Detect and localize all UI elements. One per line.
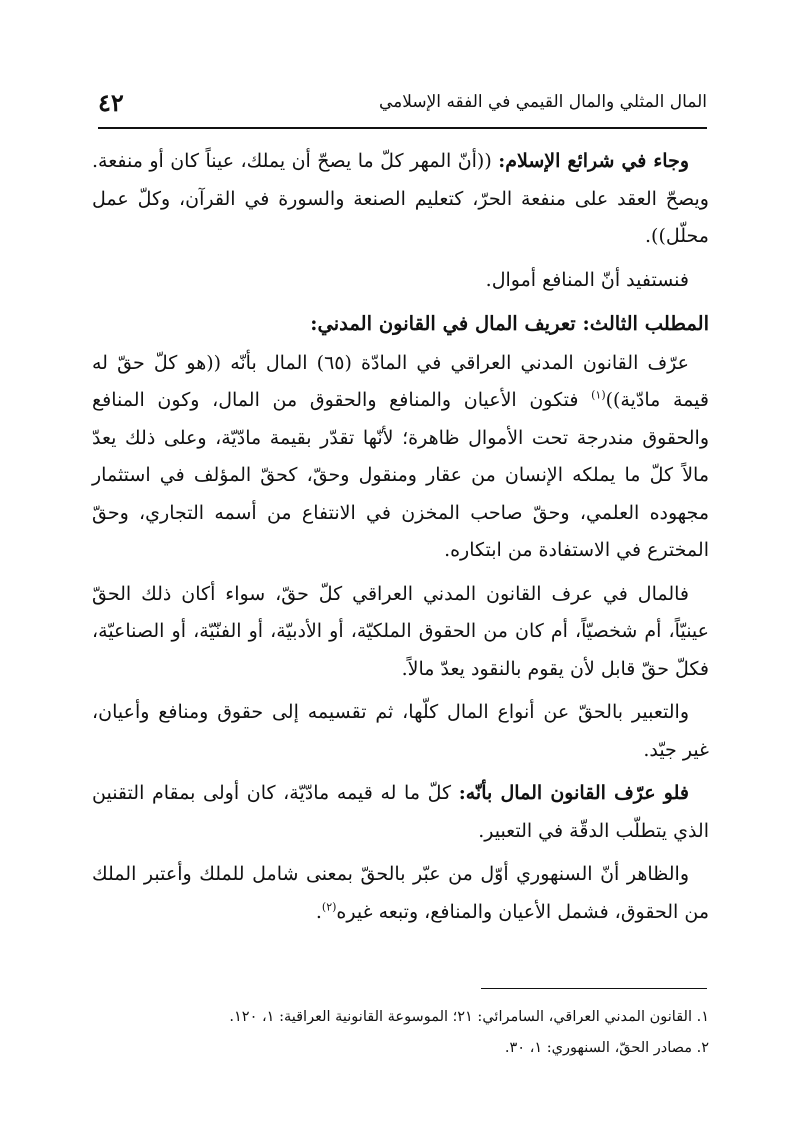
paragraph-7 [92,856,709,931]
section-heading: المطلب الثالث: تعريف المال في القانون المدني: [310,312,709,335]
paragraph-1 [92,143,709,256]
paragraph-3 [92,345,709,570]
paragraph-3-text-a: عرّف القانون المدني العراقي في المادّة (٦٥) المال بأنّه ((هو كلّ حقّ له قيمة مادّية)) [92,351,709,411]
paragraph-6 [92,775,709,850]
footnote-divider [481,988,707,989]
page-header [98,88,707,122]
page-number: ٤٢ [98,88,124,117]
footnote-2: ٢. مصادر الحقّ، السنهوري: ١، ٣٠. [504,1040,709,1056]
paragraph-2: فنستفيد أنّ المنافع أموال. [485,268,689,291]
paragraph-4: فالمال في عرف القانون المدني العراقي كلّ حقّ، سواء أكان ذلك الحقّ عينيّاً، أم شخصيّاً، أم كان من الحقوق الملكيّة، أو الأدبيّة، أو الفنّيّة، أو الصناعيّة، فكلّ حقّ قابل لأن يقوم بالنقود يعدّ مالاً. [92,582,709,680]
body-text [92,143,709,937]
footnote-ref-1: (١) [591,388,606,402]
header-divider [98,127,707,129]
paragraph-5: والتعبير بالحقّ عن أنواع المال كلّها، ثم تقسيمه إلى حقوق ومنافع وأعيان، غير جيّد. [92,701,709,761]
footnotes [150,1002,709,1064]
footnote-ref-2: (٢) [321,900,337,914]
paragraph-7-text-a: والظاهر أنّ السنهوري أوّل من عبّر بالحقّ بمعنى شامل للملك وأعتبر الملك من الحقوق، فشمل الأعيان والمنافع، وتبعه غيره [92,863,709,923]
running-title: المال المثلي والمال القيمي في الفقه الإسلامي [378,92,707,112]
paragraph-1-text: ((أنّ المهر كلّ ما يصحّ أن يملك، عيناً كان أو منفعة. ويصحّ العقد على منفعة الحرّ، كتعليم الصنعة والسورة في القرآن، وكلّ عمل محلّل)). [92,150,709,247]
paragraph-1-lead: وجاء في شرائع الإسلام: [498,150,690,172]
footnote-1: ١. القانون المدني العراقي، السامرائي: ٢١؛ الموسوعة القانونية العراقية: ١، ١٢٠. [229,1009,709,1025]
paragraph-7-text-b: . [315,900,322,923]
paragraph-6-text: كلّ ما له قيمه مادّيّة، كان أولى بمقام التقنين الذي يتطلّب الدقّة في التعبير. [92,782,709,842]
paragraph-6-lead: فلو عرّف القانون المال بأنّه: [458,782,689,804]
paragraph-3-text-b: فتكون الأعيان والمنافع والحقوق من المال، وكون المنافع والحقوق مندرجة تحت الأموال ظاهرة؛ لأنّها تقدّر بقيمة مادّيّة، وعلى ذلك يعدّ مالاً كلّ ما يملكه الإنسان من عقار ومنقول وحقّ، كحقّ المؤلف في استثمار مجهوده العلمي، وحقّ صاحب المخزن في الانتفاع من أسمه التجاري، وحقّ المخترع في الاستفادة من ابتكاره. [92,389,709,561]
